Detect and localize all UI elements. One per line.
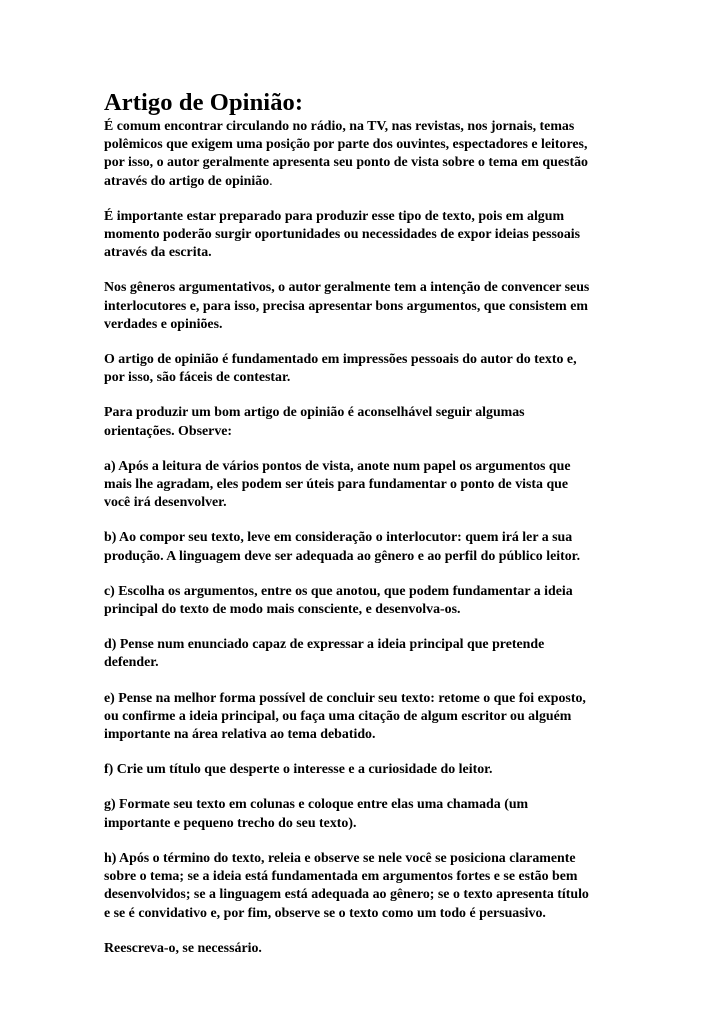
text-line-content: momento poderão surgir oportunidades ou necessidades de expor ideias pessoais xyxy=(104,227,581,243)
paragraph xyxy=(104,458,624,513)
document-title: Artigo de Opinião: xyxy=(104,89,304,116)
text-line xyxy=(104,458,624,476)
text-line-content: polêmicos que exigem uma posição por parte dos ouvintes, espectadores e leitores, xyxy=(104,137,588,153)
text-line-content: mais lhe agradam, eles podem ser úteis para fundamentar o ponto de vista que xyxy=(104,477,569,493)
paragraph xyxy=(104,351,624,387)
text-line-content: sobre o tema; se a ideia está fundamentada em argumentos fortes e se estão bem xyxy=(104,869,578,885)
text-line xyxy=(104,636,624,654)
text-line-content: interlocutores e, para isso, precisa apresentar bons argumentos, que consistem em xyxy=(104,298,588,314)
text-line-content: produção. A linguagem deve ser adequada ao gênero e ao perfil do público leitor. xyxy=(104,548,581,564)
document-body xyxy=(104,118,624,958)
text-line-content: b) Ao compor seu texto, leve em consideração o interlocutor: quem irá ler a sua xyxy=(104,530,573,546)
text-line xyxy=(104,761,624,779)
paragraph xyxy=(104,404,624,440)
text-line xyxy=(104,404,624,422)
text-line xyxy=(104,118,624,136)
text-line xyxy=(104,279,624,297)
text-line xyxy=(104,476,624,494)
text-line xyxy=(104,173,624,191)
text-line-content: por isso, são fáceis de contestar. xyxy=(104,370,291,386)
text-line xyxy=(104,796,624,814)
paragraph xyxy=(104,850,624,923)
text-line xyxy=(104,369,624,387)
paragraph xyxy=(104,940,624,958)
text-line xyxy=(104,494,624,512)
paragraph xyxy=(104,208,624,263)
text-line-content: importante e pequeno trecho do seu texto). xyxy=(104,815,357,831)
text-line xyxy=(104,905,624,923)
paragraph xyxy=(104,690,624,745)
paragraph xyxy=(104,796,624,832)
text-line-content: desenvolvidos; se a linguagem está adequada ao gênero; se o texto apresenta título xyxy=(104,887,589,903)
text-line-content: a) Após a leitura de vários pontos de vista, anote num papel os argumentos que xyxy=(104,458,571,474)
text-line xyxy=(104,850,624,868)
text-line xyxy=(104,815,624,833)
text-line-content: orientações. Observe: xyxy=(104,423,233,439)
text-line xyxy=(104,529,624,547)
text-line xyxy=(104,708,624,726)
text-line xyxy=(104,940,624,958)
text-line xyxy=(104,208,624,226)
text-line-content: h) Após o término do texto, releia e observe se nele você se posiciona claramente xyxy=(104,850,576,866)
text-line-content: e se é convidativo e, por fim, observe se o texto como um todo é persuasivo. xyxy=(104,905,546,921)
text-line-content: ou confirme a ideia principal, ou faça uma citação de algum escritor ou alguém xyxy=(104,708,572,724)
text-line-content: f) Crie um título que desperte o interesse e a curiosidade do leitor. xyxy=(104,762,493,778)
text-line xyxy=(104,601,624,619)
text-line-content: c) Escolha os argumentos, entre os que anotou, que podem fundamentar a ideia xyxy=(104,583,573,599)
paragraph xyxy=(104,279,624,334)
text-line-content: g) Formate seu texto em colunas e coloque entre elas uma chamada (um xyxy=(104,797,529,813)
text-line-content: principal do texto de modo mais consciente, e desenvolva-os. xyxy=(104,602,461,618)
text-line xyxy=(104,226,624,244)
paragraph xyxy=(104,118,624,191)
text-line-content: defender. xyxy=(104,655,159,671)
text-line xyxy=(104,351,624,369)
text-line xyxy=(104,136,624,154)
trailing-period: . xyxy=(269,173,273,189)
paragraph xyxy=(104,636,624,672)
text-line-content: Para produzir um bom artigo de opinião é aconselhável seguir algumas xyxy=(104,405,525,421)
text-line xyxy=(104,154,624,172)
text-line-content: Reescreva-o, se necessário. xyxy=(104,940,262,956)
text-line xyxy=(104,886,624,904)
text-line xyxy=(104,726,624,744)
text-line-content: Nos gêneros argumentativos, o autor geralmente tem a intenção de convencer seus xyxy=(104,280,590,296)
text-line xyxy=(104,316,624,334)
paragraph xyxy=(104,529,624,565)
text-line-content: É importante estar preparado para produzir esse tipo de texto, pois em algum xyxy=(104,208,565,224)
text-line-content: verdades e opiniões. xyxy=(104,316,223,332)
text-line-content: através do artigo de opinião xyxy=(104,173,270,189)
text-line-content: importante na área relativa ao tema debatido. xyxy=(104,727,376,743)
text-line xyxy=(104,298,624,316)
paragraph xyxy=(104,761,624,779)
text-line xyxy=(104,423,624,441)
text-line xyxy=(104,548,624,566)
document-page xyxy=(104,88,624,975)
text-line xyxy=(104,690,624,708)
text-line xyxy=(104,583,624,601)
text-line-content: d) Pense num enunciado capaz de expressar a ideia principal que pretende xyxy=(104,637,545,653)
text-line-content: você irá desenvolver. xyxy=(104,495,227,511)
text-line-content: e) Pense na melhor forma possível de concluir seu texto: retome o que foi exposto, xyxy=(104,690,586,706)
text-line xyxy=(104,244,624,262)
text-line-content: O artigo de opinião é fundamentado em impressões pessoais do autor do texto e, xyxy=(104,352,577,368)
text-line-content: por isso, o autor geralmente apresenta seu ponto de vista sobre o tema em questão xyxy=(104,155,588,171)
text-line xyxy=(104,654,624,672)
text-line xyxy=(104,868,624,886)
text-line-content: através da escrita. xyxy=(104,245,212,261)
paragraph xyxy=(104,583,624,619)
text-line-content: É comum encontrar circulando no rádio, na TV, nas revistas, nos jornais, temas xyxy=(104,119,575,134)
